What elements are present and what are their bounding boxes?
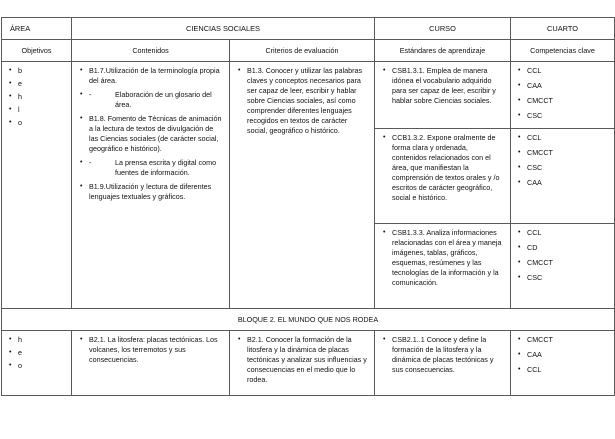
list-item: • B1.7.Utilización de la terminología propia del área. bbox=[77, 66, 223, 86]
estandar-cell bbox=[375, 224, 511, 309]
estandar-cell bbox=[375, 62, 511, 129]
list-item: • CAA bbox=[515, 350, 610, 360]
bloque-title: BLOQUE 2. EL MUNDO QUE NOS RODEA bbox=[2, 309, 615, 331]
list-item: • CCB1.3.2. Expone oralmente de forma clara y ordenada, contenidos relacionados con el área, que manifiestan la comprensión de textos orales y /o escritos de carácter geográfico, social e histórico. bbox=[380, 133, 504, 203]
list-item: • CMCCT bbox=[515, 258, 610, 268]
list-item: • CSB2.1..1 Conoce y define la formación de la litosfera y la dinámica de placas tectónicas y sus consecuencias. bbox=[380, 335, 504, 375]
estandar-cell bbox=[375, 129, 511, 224]
list-item: • B1.3. Conocer y utilizar las palabras claves y conceptos necesarios para ser capaz de leer, escribir y hablar sobre Ciencias sociales, así como comprender diferentes lenguajes recogidos en textos de carácter social, geográfico o histórico. bbox=[235, 66, 368, 136]
bloque-title-row bbox=[2, 309, 615, 331]
competencias-cell bbox=[511, 129, 615, 224]
list-item: • CCL bbox=[515, 133, 610, 143]
list-item-text: Elaboración de un glosario del área. bbox=[115, 90, 212, 109]
list-item: • o bbox=[6, 361, 67, 371]
objetivos-cell bbox=[2, 62, 72, 309]
list-item: • e bbox=[6, 79, 67, 89]
list-item: • CMCCT bbox=[515, 96, 610, 106]
area-label: ÁREA bbox=[2, 18, 72, 40]
col-competencias: Competencias clave bbox=[511, 40, 615, 62]
course-label: CURSO bbox=[375, 18, 511, 40]
dash-marker: • - bbox=[89, 90, 92, 99]
contenidos-cell bbox=[72, 62, 230, 309]
criterio-cell bbox=[230, 331, 375, 396]
competencias-cell bbox=[511, 331, 615, 396]
list-item: • CSB1.3.1. Emplea de manera idónea el vocabulario adquirido para ser capaz de leer, escribir y hablar sobre Ciencias sociales. bbox=[380, 66, 504, 106]
list-item: • CSC bbox=[515, 273, 610, 283]
estandar-cell bbox=[375, 331, 511, 396]
col-contenidos: Contenidos bbox=[72, 40, 230, 62]
list-item bbox=[77, 158, 223, 178]
list-item: • B2.1. Conocer la formación de la litosfera y la dinámica de placas tectónicas y analizar sus influencias y consecuencias en el medio que lo rodea. bbox=[235, 335, 368, 385]
curriculum-table bbox=[1, 17, 615, 396]
column-header-row bbox=[2, 40, 615, 62]
list-item: • CAA bbox=[515, 178, 610, 188]
list-item: • CMCCT bbox=[515, 148, 610, 158]
list-item: • b bbox=[6, 66, 67, 76]
col-objetivos: Objetivos bbox=[2, 40, 72, 62]
competencias-cell bbox=[511, 224, 615, 309]
table-row bbox=[2, 331, 615, 396]
list-item: • B1.8. Fomento de Técnicas de animación a la lectura de textos de divulgación de las Ciencias sociales (de carácter social, geográfico e histórico). bbox=[77, 114, 223, 154]
list-item: • CD bbox=[515, 243, 610, 253]
list-item: • o bbox=[6, 118, 67, 128]
list-item: • CCL bbox=[515, 66, 610, 76]
list-item: • CMCCT bbox=[515, 335, 610, 345]
list-item-text: La prensa escrita y digital como fuentes de información. bbox=[115, 158, 217, 177]
list-item: • l bbox=[6, 105, 67, 115]
list-item: • e bbox=[6, 348, 67, 358]
list-item: • CSC bbox=[515, 163, 610, 173]
course-value: CUARTO bbox=[511, 18, 615, 40]
competencias-cell bbox=[511, 62, 615, 129]
list-item: • CCL bbox=[515, 365, 610, 375]
criterio-cell bbox=[230, 62, 375, 309]
list-item bbox=[77, 90, 223, 110]
col-criterios: Criterios de evaluación bbox=[230, 40, 375, 62]
list-item: • h bbox=[6, 335, 67, 345]
contenidos-cell bbox=[72, 331, 230, 396]
header-row bbox=[2, 18, 615, 40]
list-item: • B2.1. La litosfera: placas tectónicas. Los volcanes, los terremotos y sus consecuencias. bbox=[77, 335, 223, 365]
subject-name: CIENCIAS SOCIALES bbox=[72, 18, 375, 40]
list-item: • h bbox=[6, 92, 67, 102]
objetivos-cell bbox=[2, 331, 72, 396]
table-row bbox=[2, 62, 615, 129]
list-item: • CAA bbox=[515, 81, 610, 91]
list-item: • CSB1.3.3. Analiza informaciones relacionadas con el área y maneja imágenes, tablas, gráficos, esquemas, resúmenes y las tecnologías de la información y la comunicación. bbox=[380, 228, 504, 288]
list-item: • CSC bbox=[515, 111, 610, 121]
list-item: • CCL bbox=[515, 228, 610, 238]
col-estandares: Estándares de aprendizaje bbox=[375, 40, 511, 62]
dash-marker: • - bbox=[89, 158, 92, 167]
list-item: • B1.9.Utilización y lectura de diferentes lenguajes textuales y gráficos. bbox=[77, 182, 223, 202]
